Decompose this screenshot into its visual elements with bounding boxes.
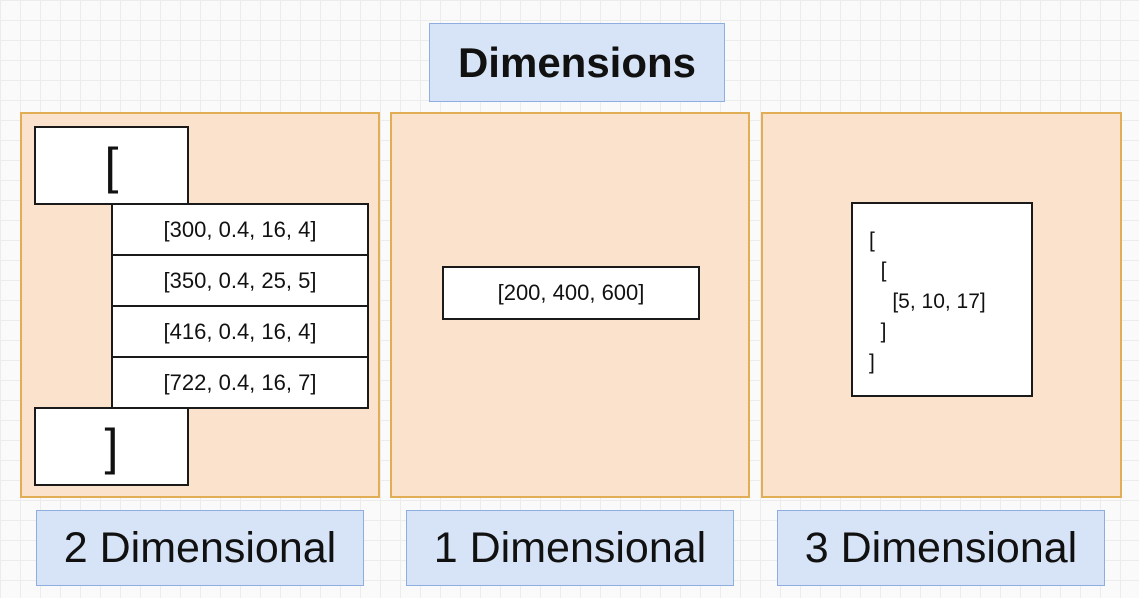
one-dimensional-label: 1 Dimensional xyxy=(406,510,734,586)
nested-line: ] xyxy=(869,320,887,344)
one-dimensional-panel xyxy=(390,112,750,498)
nested-line: [5, 10, 17] xyxy=(869,289,986,313)
array-row: [722, 0.4, 16, 7] xyxy=(111,356,369,409)
two-dimensional-panel xyxy=(20,112,380,498)
nested-line: ] xyxy=(869,350,875,374)
array-row: [350, 0.4, 25, 5] xyxy=(111,254,369,307)
two-dimensional-label: 2 Dimensional xyxy=(36,510,364,586)
diagram-title: Dimensions xyxy=(429,23,725,102)
array-row: [416, 0.4, 16, 4] xyxy=(111,305,369,358)
nested-line: [ xyxy=(869,229,875,252)
three-d-array-box xyxy=(851,202,1033,397)
three-dimensional-panel xyxy=(761,112,1122,498)
open-bracket-box: [ xyxy=(34,126,189,205)
close-bracket-box: ] xyxy=(34,407,189,486)
three-dimensional-label: 3 Dimensional xyxy=(777,510,1105,586)
nested-line: [ xyxy=(869,259,887,283)
one-d-array-box: [200, 400, 600] xyxy=(442,266,700,320)
array-row: [300, 0.4, 16, 4] xyxy=(111,203,369,256)
